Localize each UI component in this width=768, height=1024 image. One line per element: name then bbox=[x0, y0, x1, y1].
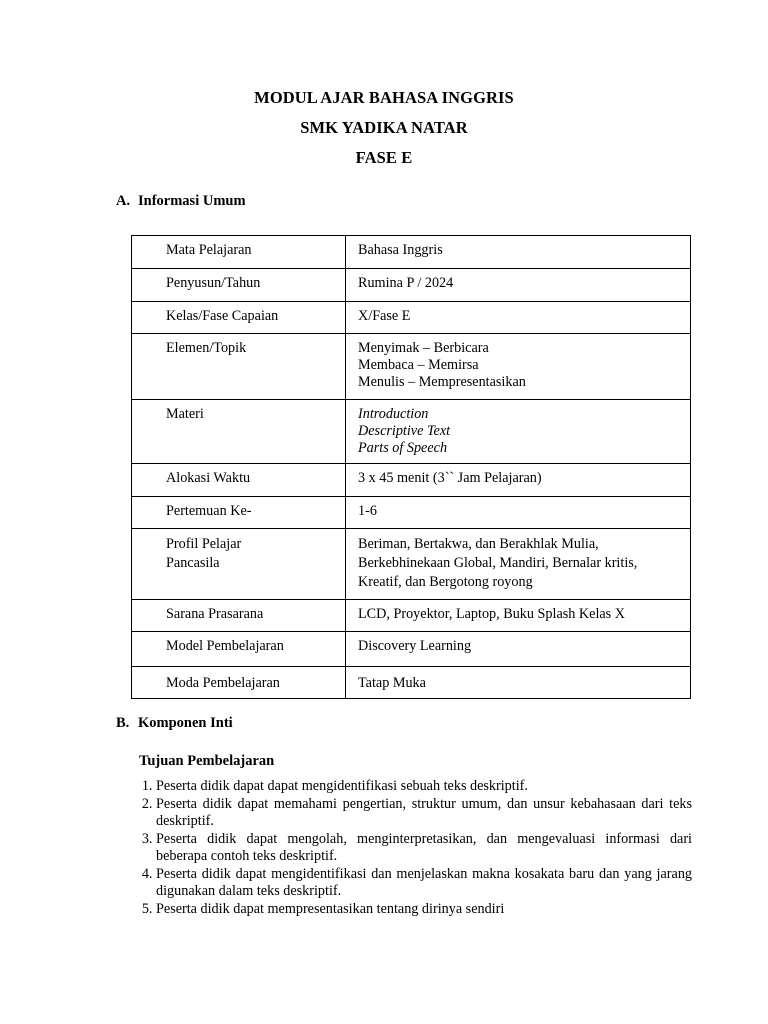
value-line: Introduction bbox=[358, 406, 429, 422]
value-line: Menyimak – Berbicara bbox=[358, 340, 489, 356]
section-b-letter: B. bbox=[116, 715, 130, 731]
value-line: Beriman, Bertakwa, dan Berakhlak Mulia, Berkebhinekaan Global, Mandiri, Bernalar kritis, Kreatif, dan Bergotong royong bbox=[358, 536, 638, 590]
table-row bbox=[132, 497, 691, 529]
row-label: Elemen/Topik bbox=[132, 334, 346, 400]
document-title: MODUL AJAR BAHASA INGGRIS bbox=[254, 88, 514, 107]
row-label: Materi bbox=[132, 400, 346, 464]
learning-goals-list bbox=[139, 778, 692, 918]
list-item bbox=[156, 778, 692, 796]
section-a-title: Informasi Umum bbox=[138, 193, 246, 209]
row-label: Alokasi Waktu bbox=[132, 464, 346, 497]
row-value bbox=[346, 302, 691, 334]
goal-text: mengolah, menginterpretasikan, dan mengevaluasi informasi dari beberapa contoh teks deskriptif. bbox=[156, 830, 693, 864]
section-a-heading bbox=[116, 193, 246, 210]
section-a-letter: A. bbox=[116, 193, 131, 209]
row-value bbox=[346, 529, 691, 600]
table-row bbox=[132, 269, 691, 302]
goal-text: dapat mengidentifikasi sebuah teks deskriptif. bbox=[263, 778, 528, 794]
row-value bbox=[346, 632, 691, 667]
value-line: Discovery Learning bbox=[358, 638, 472, 654]
table-row bbox=[132, 302, 691, 334]
row-label: Penyusun/Tahun bbox=[132, 269, 346, 302]
learning-goals-heading: Tujuan Pembelajaran bbox=[139, 753, 275, 769]
value-line: Parts of Speech bbox=[358, 440, 448, 456]
row-value bbox=[346, 667, 691, 699]
value-line: Rumina P / 2024 bbox=[358, 275, 454, 291]
value-line: Descriptive Text bbox=[358, 423, 451, 439]
goal-subject: Peserta didik dapat bbox=[156, 778, 264, 794]
row-value bbox=[346, 464, 691, 497]
goal-text: mempresentasikan tentang dirinya sendiri bbox=[263, 900, 505, 917]
section-b-heading bbox=[116, 715, 233, 732]
row-label: Model Pembelajaran bbox=[132, 632, 346, 667]
list-item bbox=[156, 796, 692, 831]
table-row bbox=[132, 400, 691, 464]
goal-text: memahami pengertian, struktur umum, dan unsur kebahasaan dari teks deskriptif. bbox=[156, 795, 693, 829]
row-value bbox=[346, 400, 691, 464]
row-value bbox=[346, 600, 691, 632]
value-line: X/Fase E bbox=[358, 308, 411, 324]
value-line: 3 x 45 menit (3`` Jam Pelajaran) bbox=[358, 470, 542, 486]
list-item bbox=[156, 901, 692, 919]
value-line: LCD, Proyektor, Laptop, Buku Splash Kelas X bbox=[358, 606, 625, 622]
list-item bbox=[156, 866, 692, 901]
section-b-title: Komponen Inti bbox=[138, 715, 233, 731]
goal-text: mengidentifikasi dan menjelaskan makna kosakata baru dan yang jarang digunakan dalam teks deskriptif. bbox=[156, 865, 693, 899]
table-row bbox=[132, 667, 691, 699]
table-row bbox=[132, 529, 691, 600]
table-row bbox=[132, 236, 691, 269]
value-line: Menulis – Mempresentasikan bbox=[358, 374, 526, 390]
table-row bbox=[132, 464, 691, 497]
goal-subject: Peserta didik dapat bbox=[156, 900, 264, 917]
goal-subject: Peserta didik dapat bbox=[156, 795, 269, 812]
row-value bbox=[346, 236, 691, 269]
row-value bbox=[346, 334, 691, 400]
value-line: 1-6 bbox=[358, 503, 377, 519]
general-info-table bbox=[131, 235, 691, 699]
row-label bbox=[132, 529, 346, 600]
row-label: Sarana Prasarana bbox=[132, 600, 346, 632]
row-label: Mata Pelajaran bbox=[132, 236, 346, 269]
value-line: Membaca – Memirsa bbox=[358, 357, 479, 373]
value-line: Tatap Muka bbox=[358, 675, 426, 691]
row-label: Kelas/Fase Capaian bbox=[132, 302, 346, 334]
table-row bbox=[132, 632, 691, 667]
school-name: SMK YADIKA NATAR bbox=[300, 118, 468, 137]
goal-subject: Peserta didik dapat bbox=[156, 830, 278, 847]
table-row bbox=[132, 600, 691, 632]
list-item bbox=[156, 831, 692, 866]
row-label-text: Profil Pelajar Pancasila bbox=[166, 536, 242, 571]
value-line: Bahasa Inggris bbox=[358, 242, 443, 258]
row-value bbox=[346, 269, 691, 302]
phase-title: FASE E bbox=[355, 148, 413, 167]
table-row bbox=[132, 334, 691, 400]
row-label: Pertemuan Ke- bbox=[132, 497, 346, 529]
row-label: Moda Pembelajaran bbox=[132, 667, 346, 699]
row-value bbox=[346, 497, 691, 529]
goal-subject: Peserta didik dapat bbox=[156, 865, 267, 882]
